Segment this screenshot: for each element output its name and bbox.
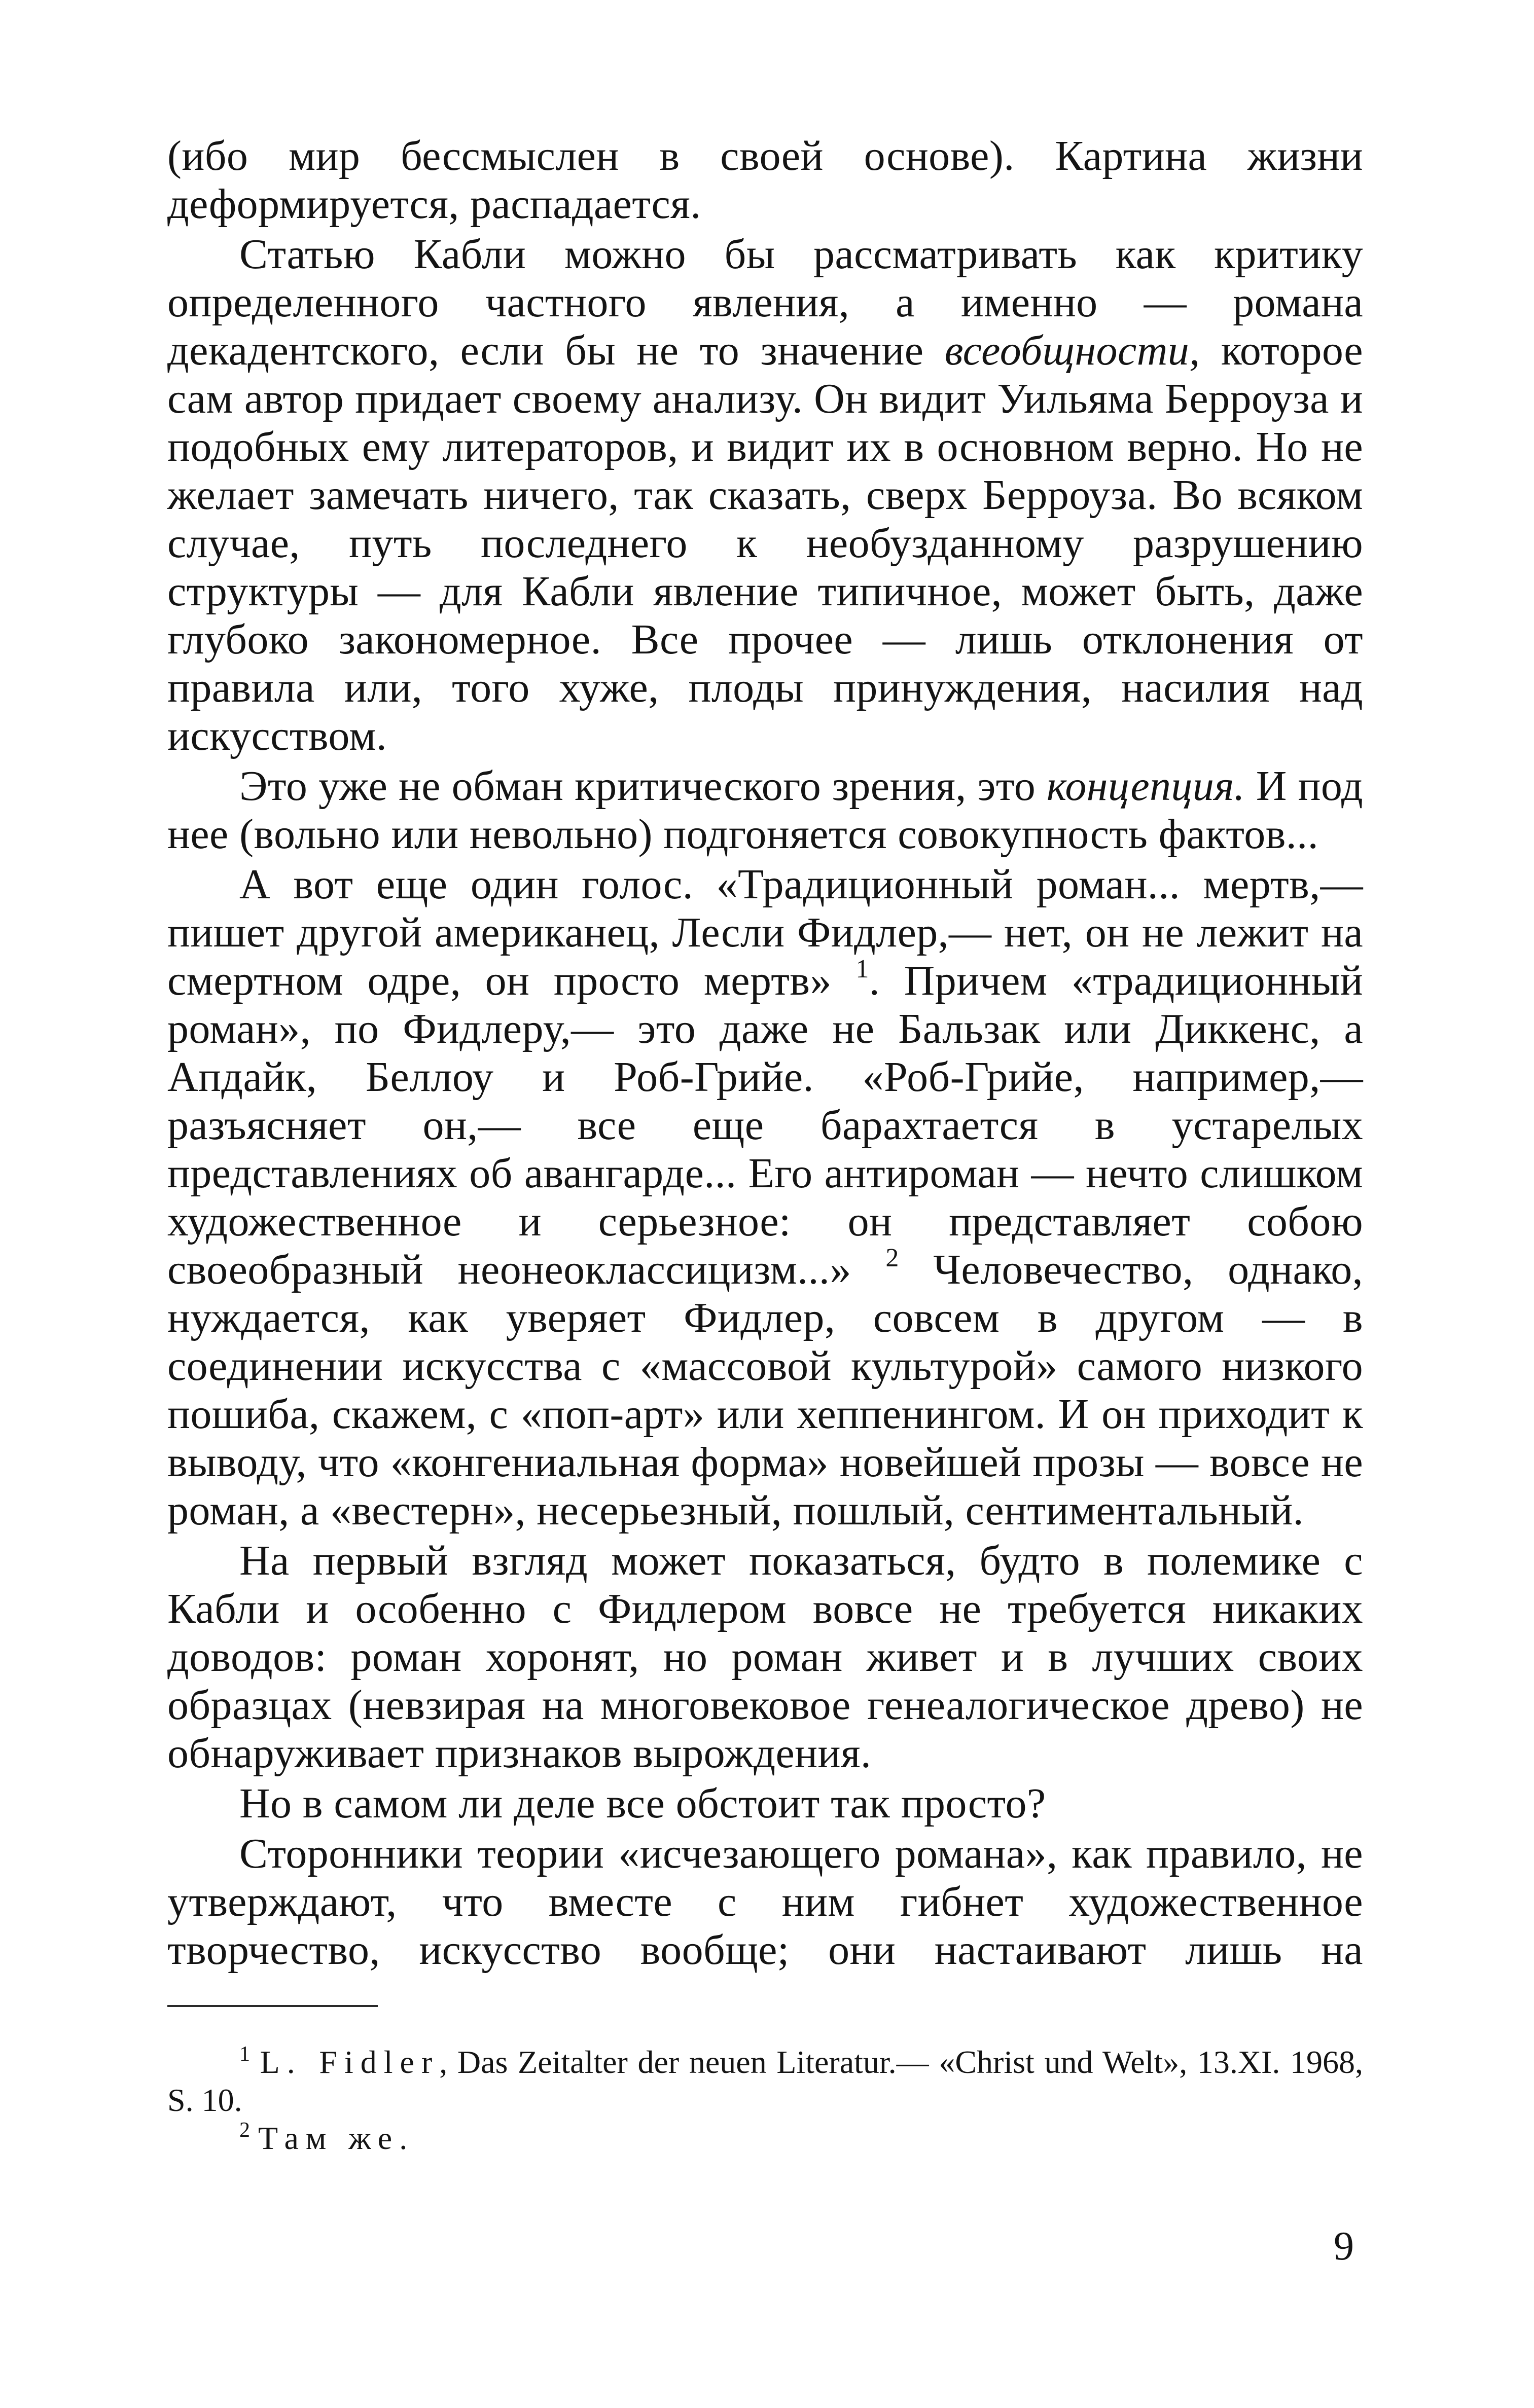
text-run: Это уже не обман критического зрения, это bbox=[239, 762, 1047, 810]
paragraph bbox=[167, 860, 1363, 1535]
footnote-author: L. Fidler bbox=[260, 2044, 440, 2080]
text-run: На первый взгляд может показаться, будто в полемике с Кабли и особенно с Фидлером вовсе не требуется никаких доводов: роман хоронят, но роман живет и в лучших своих образцах (невзирая на многовековое генеалогическое древо) не обнаруживает признаков вырождения. bbox=[167, 1537, 1363, 1777]
footnotes bbox=[167, 2043, 1363, 2157]
text-run: которое сам автор придает своему анализу. Он видит Уильяма Берроуза и подобных ему литераторов, и видит их в основном верно. Но не желает замечать ничего, так сказать, сверх Берроуза. Во всяком случае, путь последнего к необузданному разрушению структуры — для Кабли явление типичное, может быть, даже глубоко закономерное. Все прочее — лишь отклонения от правила или, того хуже, плоды принуждения, насилия над искусством. bbox=[167, 327, 1363, 759]
footnote-text: . bbox=[399, 2120, 408, 2156]
main-text bbox=[167, 132, 1363, 1976]
footnote-number: 1 bbox=[239, 2042, 250, 2066]
text-run: И под нее (вольно или невольно) подгоняется совокупность фактов... bbox=[167, 762, 1363, 858]
text-run: . Причем «традиционный роман», по Фидлеру,— это даже не Бальзак или Диккенс, а Апдайк, Беллоу и Роб-Грийе. «Роб-Грийе, например,— разъясняет он,— все еще барахтается в устарелых представлениях об авангарде... Его антироман — нечто слишком художественное и серьезное: он представляет собою своеобразный неонеоклассицизм...» bbox=[167, 957, 1363, 1293]
emphasis: концепция. bbox=[1046, 762, 1245, 810]
text-run: Но в самом ли деле все обстоит так просто? bbox=[239, 1780, 1046, 1827]
emphasis: всеобщности, bbox=[944, 327, 1200, 374]
footnote-author: Там же bbox=[258, 2120, 400, 2156]
page-number: 9 bbox=[1334, 2224, 1354, 2269]
paragraph bbox=[167, 1779, 1363, 1828]
footnote-2 bbox=[167, 2119, 1363, 2157]
text-run: А вот еще один голос. «Традиционный роман... мертв,— пишет другой американец, Лесли Фидлер,— нет, он не лежит на смертном одре, он просто мертв» bbox=[167, 861, 1363, 1004]
footnote-ref: 2 bbox=[885, 1244, 899, 1272]
text-run: Сторонники теории «исчезающего романа», как правило, не утверждают, что вместе с ним гибнет художественное творчество, искусство вообще; они настаивают лишь на bbox=[167, 1830, 1363, 1974]
footnote-1 bbox=[167, 2043, 1363, 2119]
footnote-number: 2 bbox=[239, 2119, 250, 2142]
paragraph bbox=[167, 132, 1363, 228]
footnote-separator bbox=[167, 2005, 378, 2007]
text-run: Человечество, однако, нуждается, как уверяет Фидлер, совсем в другом — в соединении искусства с «массовой культурой» самого низкого пошиба, скажем, с «поп-арт» или хеппенингом. И он приходит к выводу, что «конгениальная форма» новейшей прозы — вовсе не роман, а «вестерн», несерьезный, пошлый, сентиментальный. bbox=[167, 1246, 1363, 1534]
text-run: (ибо мир бессмыслен в своей основе). Картина жизни деформируется, распадается. bbox=[167, 132, 1363, 228]
paragraph bbox=[167, 1537, 1363, 1777]
footnote-ref: 1 bbox=[855, 955, 869, 983]
paragraph bbox=[167, 230, 1363, 760]
footnote-text: , Das Zeitalter der neuen Literatur.— «Christ und Welt», 13.XI. 1968, S. 10. bbox=[167, 2044, 1364, 2118]
text-run: Статью Кабли можно бы рассматривать как критику определенного частного явления, а именно — романа декадентского, если бы не то значение bbox=[167, 231, 1363, 374]
paragraph bbox=[167, 1830, 1363, 1974]
paragraph bbox=[167, 762, 1363, 858]
